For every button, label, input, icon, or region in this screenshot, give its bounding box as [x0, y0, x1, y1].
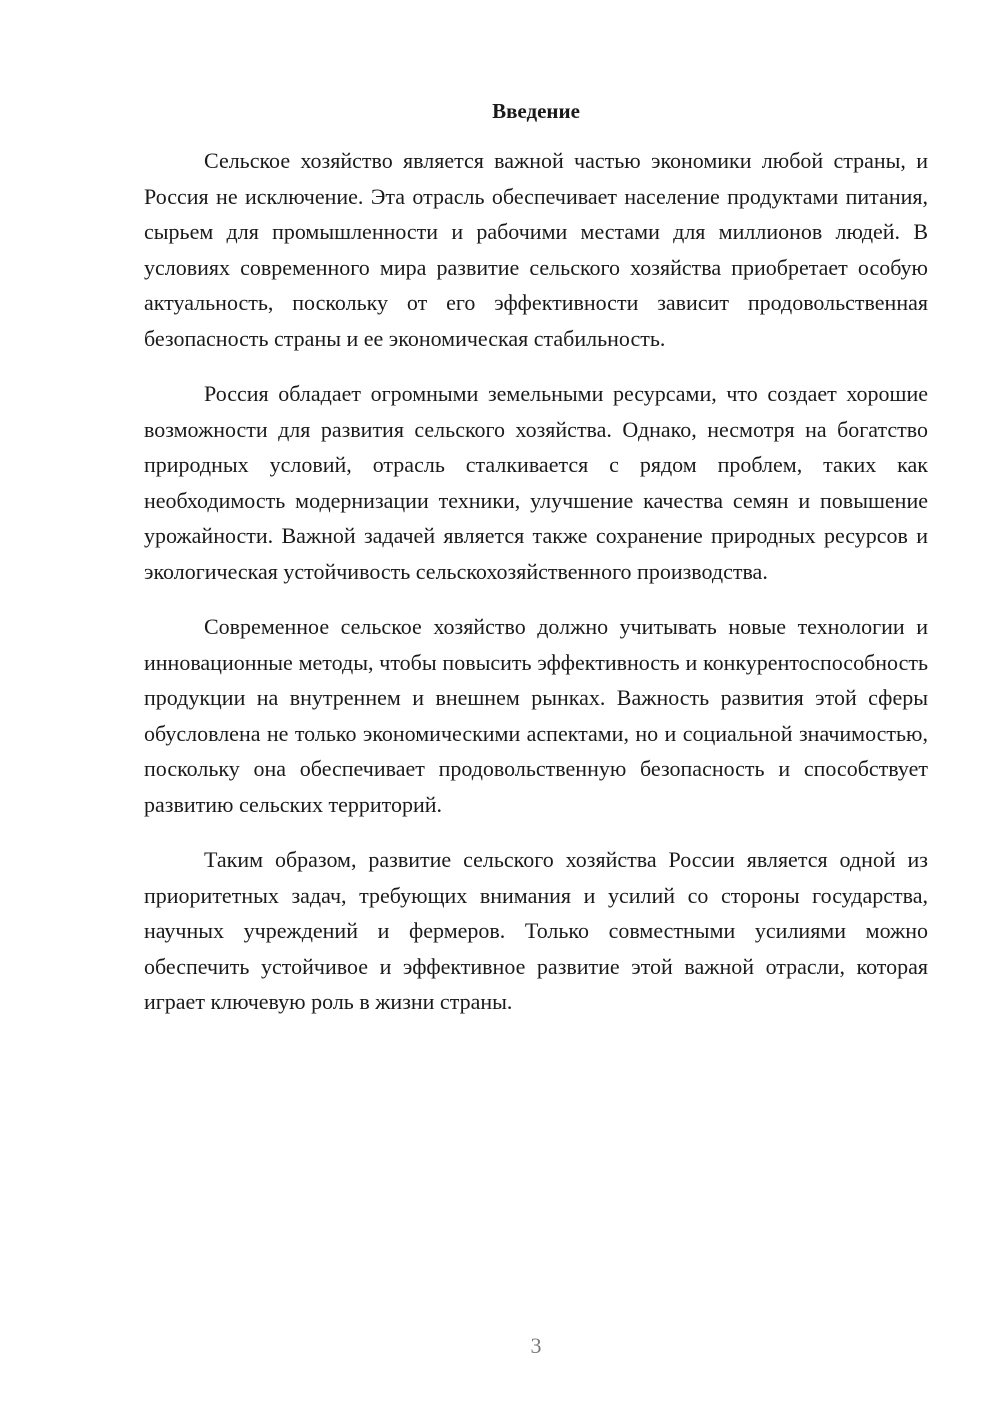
page-title: Введение	[492, 99, 580, 123]
paragraph-3: Современное сельское хозяйство должно учитывать новые технологии и инновационные методы, чтобы повысить эффективность и конкурентоспособность продукции на внутреннем и внешнем рынках. Важность развития этой сферы обусловлена не только экономическими аспектами, но и социальной значимостью, поскольку она обеспечивает продовольственную безопасность и способствует развитию сельских территорий.	[144, 614, 928, 817]
paragraph-2: Россия обладает огромными земельными ресурсами, что создает хорошие возможности для развития сельского хозяйства. Однако, несмотря на богатство природных условий, отрасль сталкивается с рядом проблем, таких как необходимость модернизации техники, улучшение качества семян и повышение урожайности. Важной задачей является также сохранение природных ресурсов и экологическая устойчивость сельскохозяйственного производства.	[144, 381, 928, 584]
page-number: 3	[530, 1333, 542, 1358]
paragraph-4: Таким образом, развитие сельского хозяйства России является одной из приоритетных задач, требующих внимания и усилий со стороны государства, научных учреждений и фермеров. Только совместными усилиями можно обеспечить устойчивое и эффективное развитие этой важной отрасли, которая играет ключевую роль в жизни страны.	[144, 847, 928, 1014]
document-body	[144, 143, 928, 1040]
paragraph-1: Сельское хозяйство является важной частью экономики любой страны, и Россия не исключение. Эта отрасль обеспечивает население продуктами питания, сырьем для промышленности и рабочими местами для миллионов людей. В условиях современного мира развитие сельского хозяйства приобретает особую актуальность, поскольку от его эффективности зависит продовольственная безопасность страны и ее экономическая стабильность.	[144, 148, 928, 351]
